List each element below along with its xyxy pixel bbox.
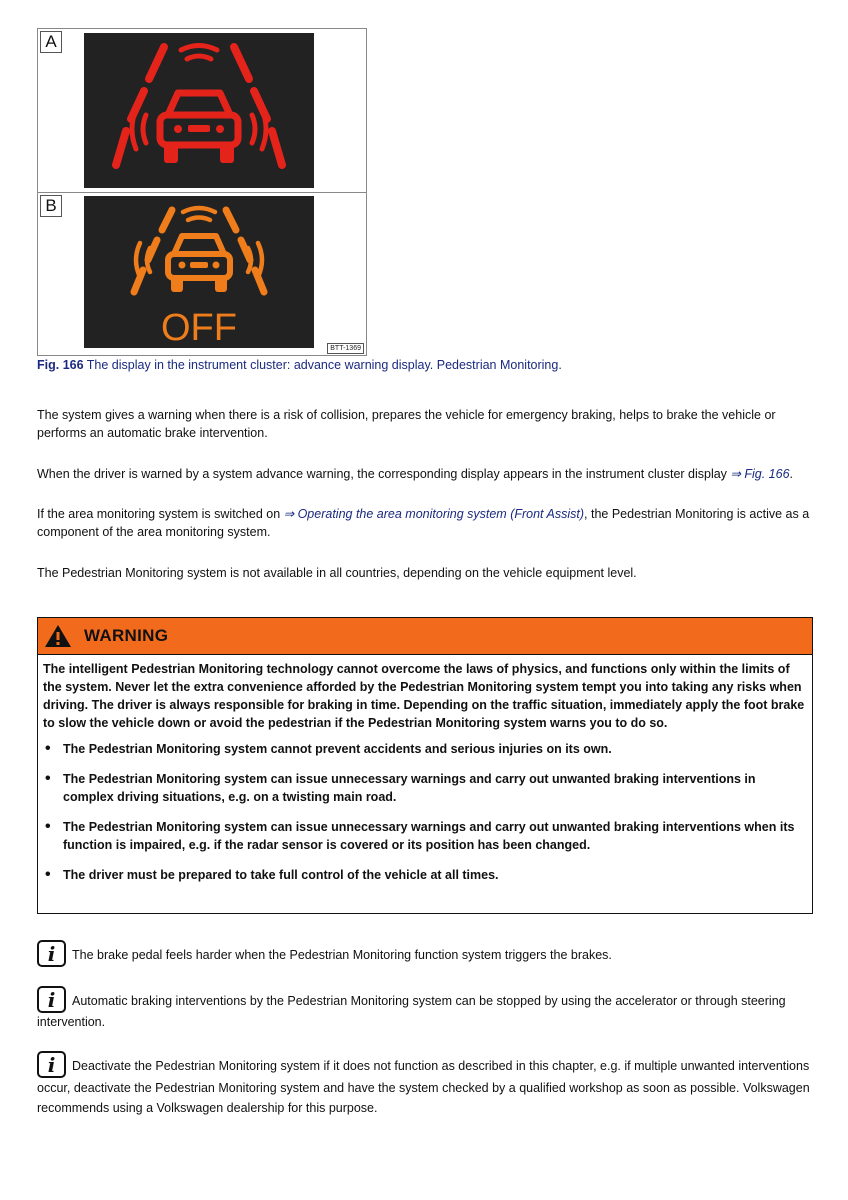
warning-title: WARNING [84, 626, 169, 645]
paragraph-availability: The Pedestrian Monitoring system is not available in all countries, depending on the vehicle equipment level. [37, 566, 637, 580]
warning-header [38, 618, 812, 655]
note-deactivate [37, 1055, 811, 1118]
paragraph-end: , the Pedestrian Monitoring is active as a component of the area monitoring system. [37, 507, 810, 539]
paragraph-advance-warning [37, 465, 811, 483]
warning-bullet: • The driver must be prepared to take full control of the vehicle at all times. [43, 866, 807, 884]
note-brake-pedal [37, 944, 811, 967]
paragraph-text: When the driver is warned by a system advance warning, the corresponding display appears in the instrument cluster display [37, 467, 731, 481]
note-text: Automatic braking interventions by the Pedestrian Monitoring system can be stopped by using the accelerator or through steering intervention. [37, 993, 786, 1029]
fig-166-link[interactable]: ⇒ Fig. 166 [730, 467, 790, 481]
paragraph-area-monitoring [37, 505, 811, 541]
pedestrian-monitoring-off-icon [84, 196, 314, 348]
figure-panel-a [38, 29, 366, 192]
system-off-screen [84, 196, 314, 348]
paragraph-text: If the area monitoring system is switched on [37, 507, 284, 521]
paragraph-intro: The system gives a warning when there is a risk of collision, prepares the vehicle for emergency braking, helps to brake the vehicle or performs an automatic brake intervention. [37, 408, 776, 440]
note-stop-braking [37, 990, 811, 1031]
note-text: The brake pedal feels harder when the Pedestrian Monitoring function system triggers the brakes. [72, 947, 612, 962]
figure-label: Fig. 166 [37, 358, 84, 372]
figure-code: BTT-1369 [327, 343, 364, 354]
warning-list [43, 740, 807, 884]
caption-text: The display in the instrument cluster: advance warning display. Pedestrian Monitoring. [83, 358, 562, 372]
info-icon [37, 1051, 66, 1078]
warning-box [37, 617, 813, 914]
info-glyph: i [47, 1053, 56, 1077]
figure-166 [37, 28, 367, 356]
note-text: Deactivate the Pedestrian Monitoring system if it does not function as described in this chapter, e.g. if multiple unwanted interventions occur, deactivate the Pedestrian Monitoring system and have the system checked by a qualified workshop as soon as possible. Volkswagen recommends using a Volkswagen dealership for this purpose. [37, 1058, 810, 1115]
info-glyph: i [47, 942, 56, 966]
off-label: OFF [161, 307, 237, 348]
warning-intro: The intelligent Pedestrian Monitoring technology cannot overcome the laws of physics, and functions only within the limits of the system. Never let the extra convenience afforded by the Pedestrian Monitoring system tempt you into taking any risks when driving. The driver is always responsible for braking in time. Depending on the traffic situation, immediately apply the foot brake to slow the vehicle down or avoid the pedestrian if the Pedestrian Monitoring system warns you to do so. [43, 662, 805, 730]
warning-bullet: • The Pedestrian Monitoring system cannot prevent accidents and serious injuries on its own. [43, 740, 807, 758]
warning-bullet: • The Pedestrian Monitoring system can issue unnecessary warnings and carry out unwanted braking interventions when its function is impaired, e.g. if the radar sensor is covered or its position has been changed. [43, 818, 807, 854]
figure-caption [37, 358, 562, 372]
warning-triangle-icon [44, 624, 72, 648]
panel-letter-b: B [40, 195, 62, 217]
panel-letter-a: A [40, 31, 62, 53]
info-glyph: i [47, 988, 56, 1012]
front-assist-link[interactable]: ⇒ Operating the area monitoring system (Front Assist) [283, 507, 585, 521]
warning-body [38, 655, 812, 884]
advance-warning-screen [84, 33, 314, 188]
pedestrian-warning-icon [84, 33, 314, 188]
warning-bullet: • The Pedestrian Monitoring system can issue unnecessary warnings and carry out unwanted braking interventions in complex driving situations, e.g. on a twisting main road. [43, 770, 807, 806]
figure-panel-b [38, 192, 366, 355]
info-icon [37, 986, 66, 1013]
paragraph-end: . [789, 467, 794, 481]
info-icon [37, 940, 66, 967]
